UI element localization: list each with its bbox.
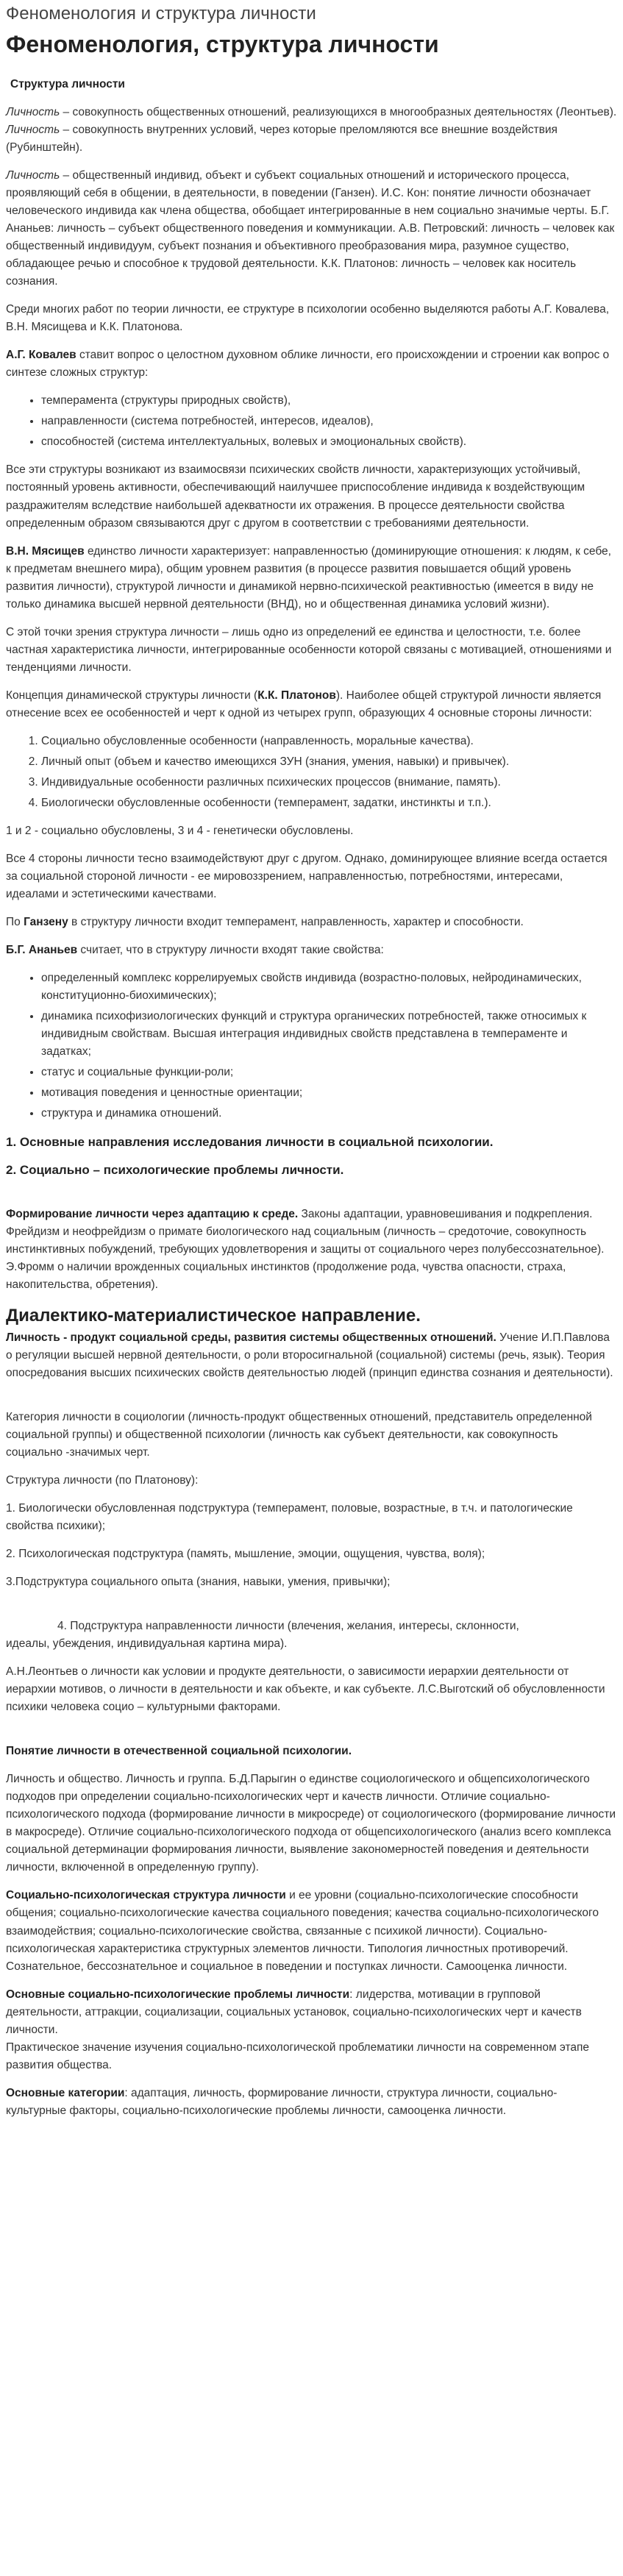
list-kovalev [6, 392, 617, 451]
list-item: 4. Биологически обусловленные особенности (темперамент, задатки, инстинкты и т.п.). [41, 794, 617, 812]
paragraph-social-product [6, 1329, 617, 1382]
paragraph-practical: Практическое значение изучения социально-психологической проблематики личности на современном этапе развития общества. [6, 2040, 590, 2071]
text: считает, что в структуру личности входят такие свойства: [77, 943, 384, 956]
paragraph-substructure-3: 3.Подструктура социального опыта (знания, навыки, умения, привычки); [6, 1576, 391, 1589]
list-item: • способностей (система интеллектуальных, волевых и эмоциональных свойств). [41, 433, 617, 451]
list-item: • направленности (система потребностей, интересов, идеалов), [41, 413, 617, 430]
text: Учение И.П.Павлова о регуляции высшей нервной деятельности, о роли второсигнальной (социальной) системы (речь, язык). Теория опосредования высших психических свойств деятельностью людей (принцип единства сознания и деятельности). [6, 1331, 613, 1380]
page-header: Феноменология и структура личности [6, 4, 316, 24]
text: Концепция динамической структуры личности ( [6, 689, 258, 702]
paragraph-category: Категория личности в социологии (личность-продукт общественных отношений, представитель определенной социальной группы) и общественной психологии (личность как субъект деятельности, как совокупность социально -значимых черт. [6, 1411, 592, 1459]
spacer [6, 1601, 617, 1618]
paragraph-leontiev: А.Н.Леонтьев о личности как условии и продукте деятельности, о зависимости иерархии деятельности от иерархии мотивов, о личности в деятельности и как объекте, и как субъекте. Л.С.Выготский об обусловленности психики человека социо – культурными факторами. [6, 1665, 605, 1714]
term-lichnost: Личность [6, 106, 60, 119]
list-item: 3. Индивидуальные особенности различных психических процессов (внимание, память). [41, 774, 617, 791]
paragraph-categories [6, 2085, 617, 2120]
bold-lead: Социально-психологическая структура личности [6, 1889, 286, 1902]
list-ananyev [6, 969, 617, 1122]
text: единство личности характеризует: направленностью (доминирующие отношения: к людям, к себе, к предметам внешнего мира), общим уровнем развития (в процессе развития повышается общий уровень развития личности), структурой личности и динамикой нервно-психической реактивностью (имеется в виду не только динамика высшей нервной деятельности (ВНД), но и общественная динамика условий жизни). [6, 544, 611, 611]
author-name: Ганзену [24, 915, 68, 928]
text: идеалы, убеждения, индивидуальная картина мира). [6, 1637, 288, 1651]
text: – совокупность внутренних условий, через которые преломляются все внешние воздействия (Рубинштейн). [6, 124, 558, 154]
list-item: • структура и динамика отношений. [41, 1105, 617, 1122]
paragraph-note: 1 и 2 - социально обусловлены, 3 и 4 - генетически обусловлены. [6, 824, 354, 837]
spacer [6, 1392, 617, 1409]
list-item: • динамика психофизиологических функций и структура органических потребностей, также относимых к индивидным свойствам. Высшая интеграция индивидных свойств представлена в темпераменте и задатках; [41, 1008, 617, 1061]
text: в структуру личности входит темперамент, направленность, характер и способности. [68, 915, 524, 928]
bold-lead: Личность - продукт социальной среды, развития системы общественных отношений. [6, 1331, 496, 1345]
section-title-domestic: Понятие личности в отечественной социальной психологии. [6, 1745, 352, 1758]
heading-directions: 1. Основные направления исследования личности в социальной психологии. [6, 1134, 494, 1149]
paragraph-ganzen-structure [6, 914, 617, 931]
author-name: В.Н. Мясищев [6, 544, 85, 558]
text: ставит вопрос о целостном духовном облике личности, его происхождении и строении как вопрос о синтезе сложных структур: [6, 349, 610, 380]
bold-lead: Основные категории [6, 2086, 125, 2099]
list-item: • определенный комплекс коррелируемых свойств индивида (возрастно-половых, нейродинамических, конституционно-биохимических); [41, 969, 617, 1005]
paragraph-ganzen [6, 167, 617, 291]
paragraph-adaptation [6, 1206, 617, 1294]
text: По [6, 915, 24, 928]
author-name: А.Г. Ковалев [6, 349, 76, 362]
list-item: • мотивация поведения и ценностные ориентации; [41, 1084, 617, 1102]
text: и ее уровни (социально-психологические способности общения; социально-психологические качества социального поведения; качества социально-психологического взаимодействия; социально-психологические свойства, связанные с психикой личности). Социально-психологическая характеристика структурных элементов личности. Типология личностных противоречий. Сознательное, бессознательное и социальное в поведении и поступках личности. Самооценка личности. [6, 1889, 599, 1973]
bold-lead: Формирование личности через адаптацию к среде. [6, 1207, 299, 1220]
term-lichnost: Личность [6, 169, 60, 182]
page-title: Феноменология, структура личности [6, 30, 439, 57]
text: – совокупность общественных отношений, реализующихся в многообразных деятельностях (Леонтьев). [60, 106, 617, 119]
paragraph-kovalev [6, 346, 617, 382]
paragraph-society: Личность и общество. Личность и группа. Б.Д.Парыгин о единстве социологического и общепсихологического подходов при определении социально-психологических черт и качеств личности. Отличие социально-психологического подхода (формирование личности в микросреде) от социологического (формирование личности в макросреде). Отличие социально-психологического подхода от общепсихологического (анализ всего комплекса социальной детерминации формирования личности, выявление закономерностей поведения и деятельности личности, включенной в определенную группу). [6, 1773, 616, 1874]
text: : лидерства, мотивации в групповой деятельности, аттракции, социализации, социальных установок, социально-психологических черт и качеств личности. [6, 1988, 582, 2036]
text: Понятие личности в отечественной социальной психологии [6, 1745, 349, 1758]
paragraph-myasishchev [6, 543, 617, 613]
paragraph-sp-problems [6, 1986, 617, 2039]
paragraph-substructure-1: 1. Биологически обусловленная подструктура (темперамент, половые, возрастные, в т.ч. и патологические свойства психики); [6, 1502, 573, 1533]
author-name: Б.Г. Ананьев [6, 943, 78, 956]
paragraph-definitions [6, 104, 617, 157]
paragraph-substructure-4 [6, 1618, 617, 1653]
list-item: • темперамента (структуры природных свойств), [41, 392, 617, 410]
list-platonov [6, 733, 617, 812]
text: Законы адаптации, уравновешивания и подкрепления. Фрейдизм и неофрейдизм о примате биологического над социальным (личность – средоточие, совокупность инстинктивных побуждений, требующих удовлетворения и защиты от социального через полубессознательное). Э.Фромм о наличии врожденных социальных инстинктов (продолжение рода, чувства опасности, страха, накопительства, обретения). [6, 1207, 605, 1291]
heading-problems: 2. Социально – психологические проблемы личности. [6, 1163, 344, 1178]
paragraph-works: Среди многих работ по теории личности, ее структуре в психологии особенно выделяются работы А.Г. Ковалева, В.Н. Мясищева и К.К. Платонова. [6, 303, 610, 334]
section-title-structure: Структура личности [10, 78, 125, 91]
text: 4. Подструктура направленности личности (влечения, желания, интересы, склонности, [57, 1620, 519, 1633]
section-title-dialectical: Диалектико-материалистическое направление. [6, 1305, 421, 1326]
author-name: К.К. Платонов [257, 689, 336, 702]
paragraph-ananyev [6, 942, 617, 959]
paragraph-viewpoint: С этой точки зрения структура личности – лишь одно из определений ее единства и целостности, т.е. более частная характеристика личности, интегрированные особенности которой связаны с мотивацией, отношениями и тенденциями личности. [6, 625, 612, 674]
paragraph-substructure-2: 2. Психологическая подструктура (память, мышление, эмоции, ощущения, чувства, воля); [6, 1548, 485, 1561]
paragraph-sp-structure [6, 1887, 617, 1975]
term-lichnost: Личность [6, 124, 60, 137]
list-item: 1. Социально обусловленные особенности (направленность, моральные качества). [41, 733, 617, 750]
paragraph-sides: Все 4 стороны личности тесно взаимодействуют друг с другом. Однако, доминирующее влияние всегда остается за социальной стороной личности - ее мировоззрением, направленностью, потребностями, интересами, идеалами и эстетическими качествами. [6, 852, 608, 900]
text: ). Наиболее общей структурой личности является отнесение всех ее особенностей и черт к одной из четырех групп, образующих 4 основные стороны личности: [6, 689, 602, 719]
text: : адаптация, личность, формирование личности, структура личности, социально-культурные факторы, социально-психологические проблемы личности, самооценка личности. [6, 2086, 558, 2117]
paragraph-structures: Все эти структуры возникают из взаимосвязи психических свойств личности, характеризующих устойчивый, постоянный уровень активности, обеспечивающий наилучшее приспособление индивида к воздействующим раздражителям вследствие наибольшей адекватности их отражения. В процессе деятельности свойства определенным образом связываются друг с другом в соответствии с требованиями деятельности. [6, 463, 585, 530]
bold-lead: Основные социально-психологические проблемы личности [6, 1988, 350, 2001]
paragraph-platonov [6, 687, 617, 722]
list-item: • статус и социальные функции-роли; [41, 1064, 617, 1081]
paragraph-structure-label: Структура личности (по Платонову): [6, 1474, 199, 1487]
list-item: 2. Личный опыт (объем и качество имеющихся ЗУН (знания, умения, навыки) и привычек). [41, 753, 617, 771]
spacer [6, 1189, 617, 1206]
spacer [6, 1726, 617, 1743]
text: – общественный индивид, объект и субъект социальных отношений и исторического процесса, проявляющий себя в общении, в деятельности, в поведении (Ганзен). И.С. Кон: понятие личности обозначает человеческого индивида как члена общества, обобщает интегрированные в нем социально значимые черты. Б.Г. Ананьев: личность – субъект общественного поведения и коммуникации. А.В. Петровский: личность – человек как общественный индивидуум, субъект познания и объективного преобразования мира, разумное существо, обладающее речью и способное к трудовой деятельности. К.К. Платонов: личность – человек как носитель сознания. [6, 169, 615, 288]
